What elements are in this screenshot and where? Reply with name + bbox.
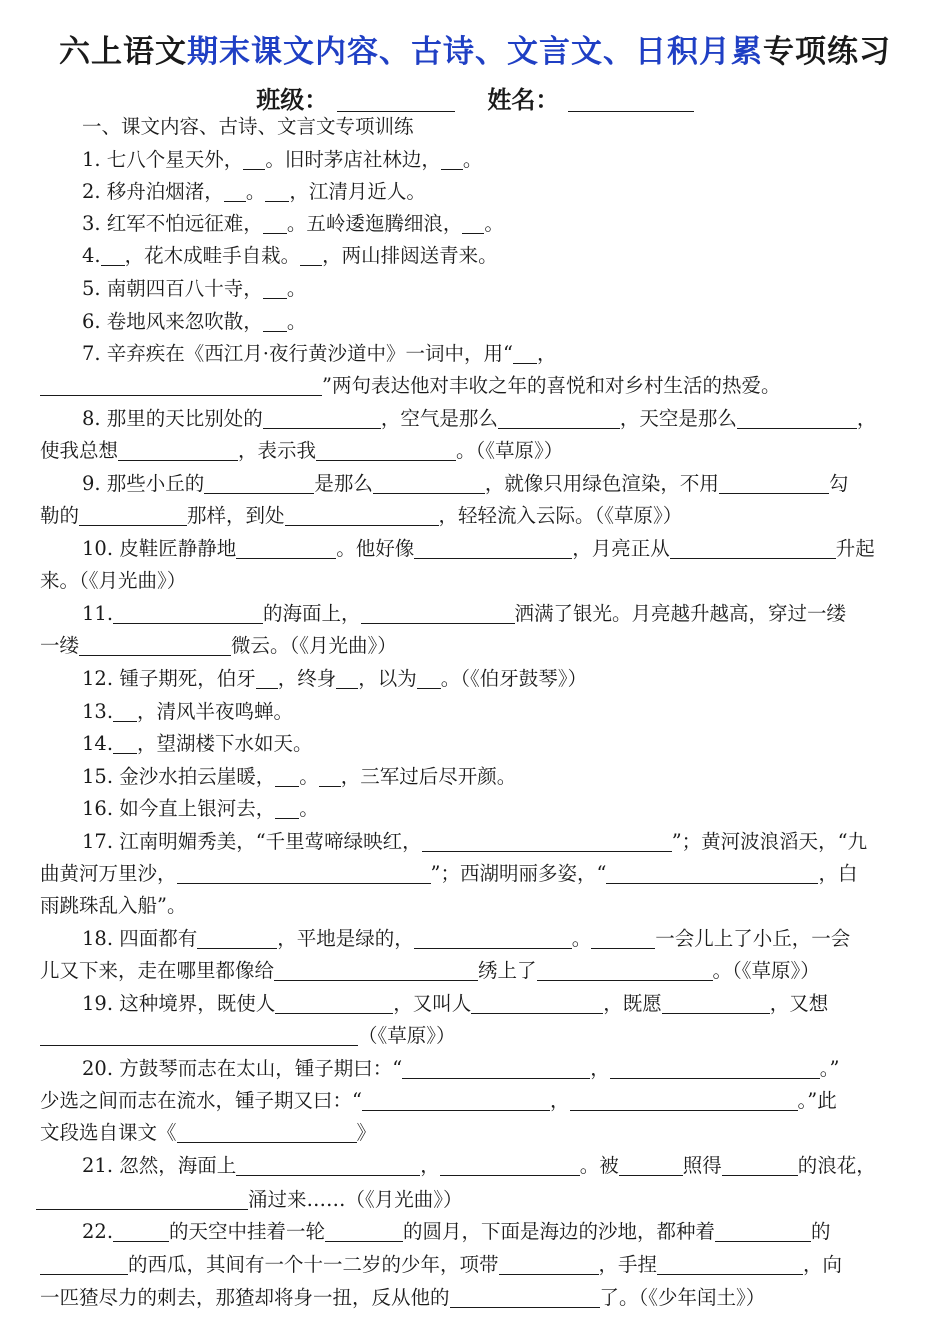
question-10-cont: 来。（《月光曲》） [40,569,187,592]
answer-blank[interactable] [336,666,358,689]
answer-blank[interactable] [177,861,431,884]
question-17-cont: 曲黄河万里沙， ”；西湖明丽多姿，“ ，白 [40,862,858,885]
class-label: 班级： [256,86,329,114]
question-1: 1. 七八个星天外， 。旧时茅店社林边， 。 [82,148,483,171]
answer-blank[interactable] [591,926,655,949]
question-17: 17. 江南明媚秀美，“千里莺啼绿映红， ”；黄河波浪滔天，“九 [82,830,868,853]
question-8: 8. 那里的天比别处的 ，空气是那么 ，天空是那么 ， [82,407,877,430]
question-9-cont: 勒的 那样，到处 ，轻轻流入云际。（《草原》） [40,504,683,527]
answer-blank[interactable] [471,991,603,1014]
answer-blank[interactable] [450,1285,600,1308]
question-21: 21. 忽然，海面上 ， 。被 照得 的浪花， [82,1154,876,1177]
question-20: 20. 方鼓琴而志在太山，锺子期曰：“ ， 。” [82,1057,840,1080]
answer-blank[interactable] [263,406,381,429]
answer-blank[interactable] [236,1153,420,1176]
answer-blank[interactable] [113,601,263,624]
question-20-cont: 少选之间而志在流水，锺子期又曰：“ ， 。”此 [40,1089,837,1112]
question-2: 2. 移舟泊烟渚， 。 ，江清月近人。 [82,180,426,203]
name-field[interactable] [568,85,694,112]
answer-blank[interactable] [498,406,620,429]
answer-blank[interactable] [316,438,456,461]
answer-blank[interactable] [101,243,125,266]
question-17-cont2: 雨跳珠乱入船”。 [40,894,187,917]
answer-blank[interactable] [537,958,713,981]
question-7-cont: ”两句表达他对丰收之年的喜悦和对乡村生活的热爱。 [40,370,906,402]
title-highlight: 期末课文内容、古诗、文言文、日积月累 [187,34,763,70]
answer-blank[interactable] [113,731,137,754]
answer-blank[interactable] [373,471,485,494]
section-heading: 一、课文内容、古诗、文言文专项训练 [82,115,414,138]
question-9: 9. 那些小丘的 是那么 ，就像只用绿色渲染，不用 勾 [82,472,849,495]
answer-blank[interactable] [243,147,265,170]
question-19: 19. 这种境界，既使人 ，又叫人 ，既愿 ，又想 [82,992,829,1015]
answer-blank[interactable] [402,1056,590,1079]
question-5: 5. 南朝四百八十寺， 。 [82,277,307,300]
answer-blank[interactable] [275,764,299,787]
question-15: 15. 金沙水拍云崖暖， 。 ，三军过后尽开颜。 [82,765,517,788]
question-8-cont: 使我总想 ，表示我 。（《草原》） [40,439,564,462]
answer-blank[interactable] [715,1219,811,1242]
answer-blank[interactable] [40,1252,128,1275]
question-11-cont: 一缕 微云。（《月光曲》） [40,634,397,657]
title-prefix: 六上语文 [59,34,187,70]
answer-blank[interactable] [40,1023,358,1046]
answer-blank[interactable] [737,406,857,429]
question-12: 12. 锺子期死，伯牙 ，终身 ，以为 。（《伯牙鼓琴》） [82,667,588,690]
answer-blank[interactable] [197,926,277,949]
answer-blank[interactable] [256,666,278,689]
answer-blank[interactable] [265,179,289,202]
answer-blank[interactable] [361,601,515,624]
answer-blank[interactable] [274,958,478,981]
question-22-cont2: 一匹猹尽力的刺去，那猹却将身一扭，反从他的 了。（《少年闰土》） [40,1286,766,1309]
answer-blank[interactable] [113,1219,169,1242]
question-21-cont: 涌过来……（《月光曲》） [36,1184,902,1216]
answer-blank[interactable] [417,666,441,689]
answer-blank[interactable] [462,211,484,234]
answer-blank[interactable] [300,243,322,266]
answer-blank[interactable] [670,536,836,559]
question-19-cont: （《草原》） [40,1020,906,1052]
answer-blank[interactable] [118,438,238,461]
question-14: 14. ，望湖楼下水如天。 [82,732,313,755]
answer-blank[interactable] [619,1153,683,1176]
answer-blank[interactable] [440,1153,580,1176]
answer-blank[interactable] [570,1088,798,1111]
answer-blank[interactable] [263,276,287,299]
question-20-cont2: 文段选自课文《 》 [40,1121,377,1144]
class-field[interactable] [337,85,455,112]
answer-blank[interactable] [422,829,672,852]
worksheet-title [0,26,950,71]
answer-blank[interactable] [285,503,439,526]
question-10: 10. 皮鞋匠静静地 。他好像 ，月亮正从 升起 [82,537,875,560]
question-18: 18. 四面都有 ，平地是绿的， 。 一会儿上了小丘，一会 [82,927,851,950]
answer-blank[interactable] [263,309,287,332]
answer-blank[interactable] [275,796,299,819]
answer-blank[interactable] [719,471,829,494]
question-6: 6. 卷地风来忽吹散， 。 [82,310,307,333]
answer-blank[interactable] [79,633,231,656]
answer-blank[interactable] [113,699,137,722]
answer-blank[interactable] [513,341,537,364]
student-info-row [0,80,950,115]
answer-blank[interactable] [657,1252,803,1275]
answer-blank[interactable] [36,1187,248,1210]
answer-blank[interactable] [40,373,322,396]
title-suffix: 专项练习 [763,34,891,70]
question-13: 13. ，清风半夜鸣蝉。 [82,700,294,723]
answer-blank[interactable] [236,536,336,559]
question-7: 7. 辛弃疾在《西江月·夜行黄沙道中》一词中，用“ ， [82,342,557,365]
question-4: 4. ，花木成畦手自栽。 ，两山排闼送青来。 [82,244,498,267]
question-22-cont: 的西瓜，其间有一个十一二岁的少年，项带 ，手捏 ，向 [40,1249,906,1281]
answer-blank[interactable] [722,1153,798,1176]
question-16: 16. 如今直上银河去， 。 [82,797,319,820]
answer-blank[interactable] [499,1252,599,1275]
answer-blank[interactable] [414,536,572,559]
answer-blank[interactable] [362,1088,550,1111]
question-22: 22. 的天空中挂着一轮 的圆月，下面是海边的沙地，都种着 的 [82,1220,831,1243]
name-label: 姓名： [487,86,560,114]
question-11: 11. 的海面上， 洒满了银光。月亮越升越高，穿过一缕 [82,602,847,625]
answer-blank[interactable] [325,1219,403,1242]
answer-blank[interactable] [662,991,770,1014]
answer-blank[interactable] [275,991,393,1014]
answer-blank[interactable] [414,926,572,949]
answer-blank[interactable] [441,147,463,170]
answer-blank[interactable] [224,179,246,202]
answer-blank[interactable] [263,211,287,234]
answer-blank[interactable] [204,471,314,494]
question-3: 3. 红军不怕远征难， 。五岭逶迤腾细浪， 。 [82,212,504,235]
question-18-cont: 儿又下来，走在哪里都像给 绣上了 。（《草原》） [40,959,820,982]
answer-blank[interactable] [319,764,341,787]
answer-blank[interactable] [610,1056,820,1079]
answer-blank[interactable] [606,861,818,884]
answer-blank[interactable] [79,503,187,526]
answer-blank[interactable] [177,1120,357,1143]
